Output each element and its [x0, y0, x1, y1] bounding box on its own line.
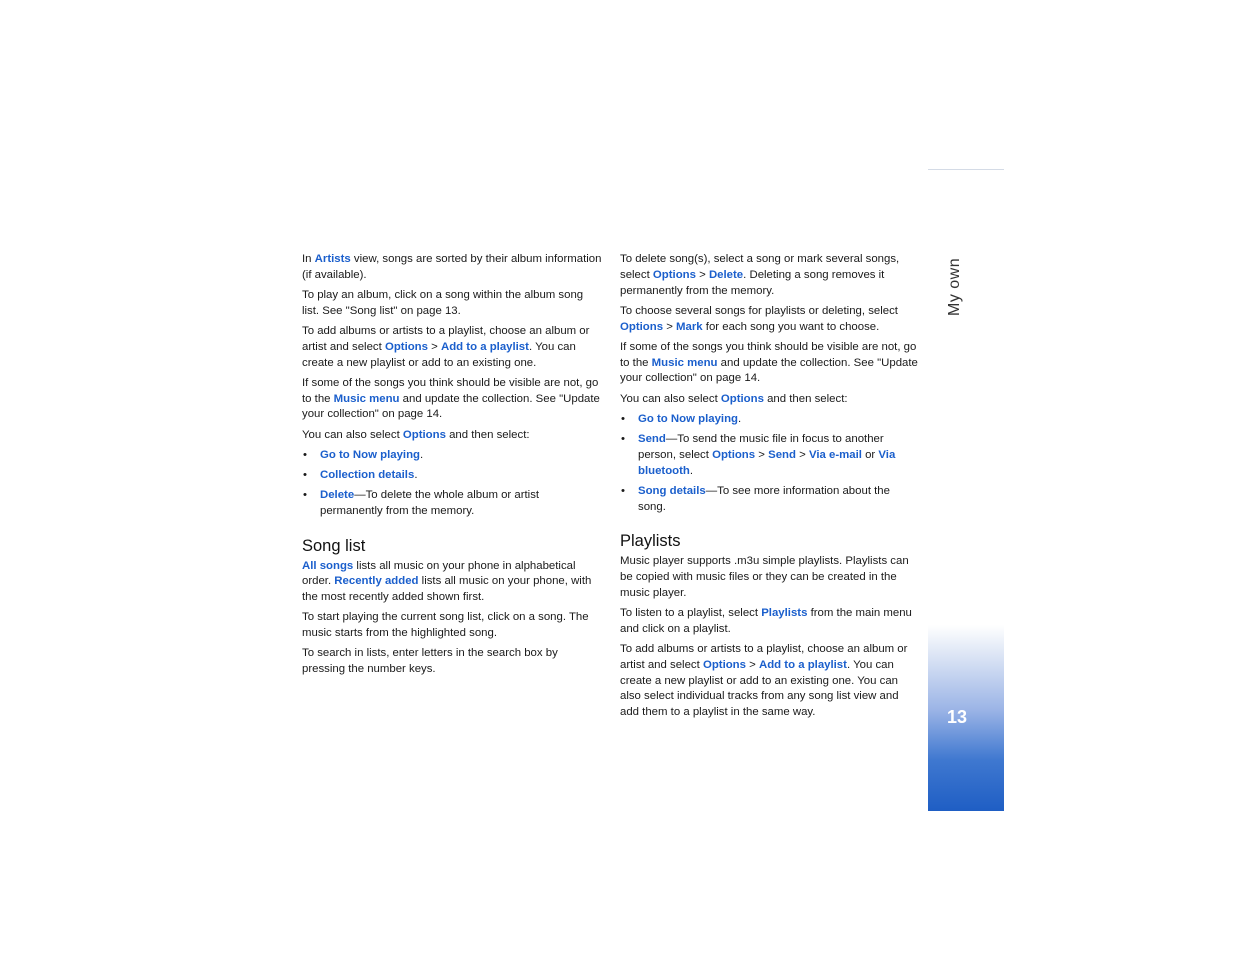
ui-term-go-to-now-playing: Go to Now playing [320, 448, 420, 461]
paragraph-play-album: To play an album, click on a song within the album song list. See "Song list" on page 13. [302, 288, 584, 317]
ui-term-all-songs: All songs [302, 559, 354, 572]
ui-term-options: Options [402, 428, 446, 441]
ui-term-playlists: Playlists [761, 607, 808, 620]
section-heading-song-list: Song list [302, 536, 366, 555]
ui-term-send: Send [638, 432, 666, 445]
page-number: 13 [947, 707, 968, 727]
ui-term-via-email: Via e-mail [808, 448, 862, 461]
ui-term-go-to-now-playing: Go to Now playing [638, 412, 738, 425]
paragraph-start-playing: To start playing the current song list, click on a song. The music starts from the highlighted song. [302, 611, 589, 640]
paragraph-m3u-support: Music player supports .m3u simple playlists. Playlists can be copied with music files or they can be created in the music player. [620, 555, 909, 599]
list-item: • Collection details. [302, 468, 602, 484]
ui-term-mark: Mark [676, 320, 703, 333]
ui-term-options: Options [720, 392, 764, 405]
ui-term-music-menu: Music menu [333, 392, 400, 405]
section-heading-playlists: Playlists [620, 532, 681, 551]
left-column [302, 252, 602, 682]
paragraph-also-select: You can also select Options and then select: [302, 428, 530, 441]
list-item: • Delete—To delete the whole album or artist permanently from the memory. [302, 488, 602, 520]
bullet-list [620, 412, 920, 516]
bullet-list [302, 448, 602, 520]
paragraph-add-to-playlist: To add albums or artists to a playlist, choose an album or artist and select Options > Add to a playlist. You can create a new playlist or add to an existing one. [302, 324, 590, 369]
list-item: • Go to Now playing. [620, 412, 920, 428]
paragraph-song-list-intro: All songs lists all music on your phone in alphabetical order. Recently added lists all music on your phone, with the most recently added shown first. [302, 559, 592, 604]
chapter-title: My own [946, 257, 963, 316]
ui-term-delete: Delete [708, 268, 744, 281]
paragraph-also-select: You can also select Options and then select: [620, 392, 848, 405]
ui-term-options: Options [712, 448, 756, 461]
paragraph-delete-songs: To delete song(s), select a song or mark several songs, select Options > Delete. Deleting a song removes it permanently from the memory. [620, 253, 900, 297]
ui-term-artists: Artists [314, 253, 351, 265]
paragraph-update-collection: If some of the songs you think should be visible are not, go to the Music menu and update the collection. See "Update your collection" on page 14. [302, 376, 600, 421]
right-column [620, 252, 920, 725]
list-item: • Send—To send the music file in focus to another person, select Options > Send > Via e-mail or Via bluetooth. [620, 432, 920, 479]
ui-term-via-bluetooth: Via bluetooth [638, 448, 896, 477]
paragraph-update-collection: If some of the songs you think should be visible are not, go to the Music menu and update the collection. See "Update your collection" on page 14. [620, 340, 918, 385]
ui-term-send: Send [768, 448, 796, 461]
ui-term-options: Options [384, 340, 428, 353]
paragraph-search: To search in lists, enter letters in the search box by pressing the number keys. [302, 647, 558, 676]
ui-term-add-to-playlist: Add to a playlist [758, 658, 847, 671]
ui-term-options: Options [652, 268, 696, 281]
ui-term-delete: Delete [320, 489, 355, 502]
paragraph-add-to-playlist: To add albums or artists to a playlist, choose an album or artist and select Options > Add to a playlist. You can create a new playlist or add to an existing one. You can also select individual tracks from any song list view and add them to a playlist in the same way. [620, 643, 908, 719]
ui-term-recently-added: Recently added [334, 575, 419, 588]
ui-term-options: Options [620, 320, 664, 333]
list-item: • Go to Now playing. [302, 448, 602, 464]
ui-term-add-to-playlist: Add to a playlist [440, 340, 529, 353]
ui-term-collection-details: Collection details [320, 468, 415, 481]
paragraph-artists-view: In Artists view, songs are sorted by their album information (if available). [302, 253, 602, 281]
list-item: • Song details—To see more information about the song. [620, 484, 920, 516]
paragraph-mark-songs: To choose several songs for playlists or deleting, select Options > Mark for each song you want to choose. [620, 304, 898, 333]
ui-term-song-details: Song details [638, 484, 706, 497]
ui-term-music-menu: Music menu [651, 356, 718, 369]
ui-term-options: Options [702, 658, 746, 671]
paragraph-listen-playlist: To listen to a playlist, select Playlists from the main menu and click on a playlist. [620, 607, 912, 635]
